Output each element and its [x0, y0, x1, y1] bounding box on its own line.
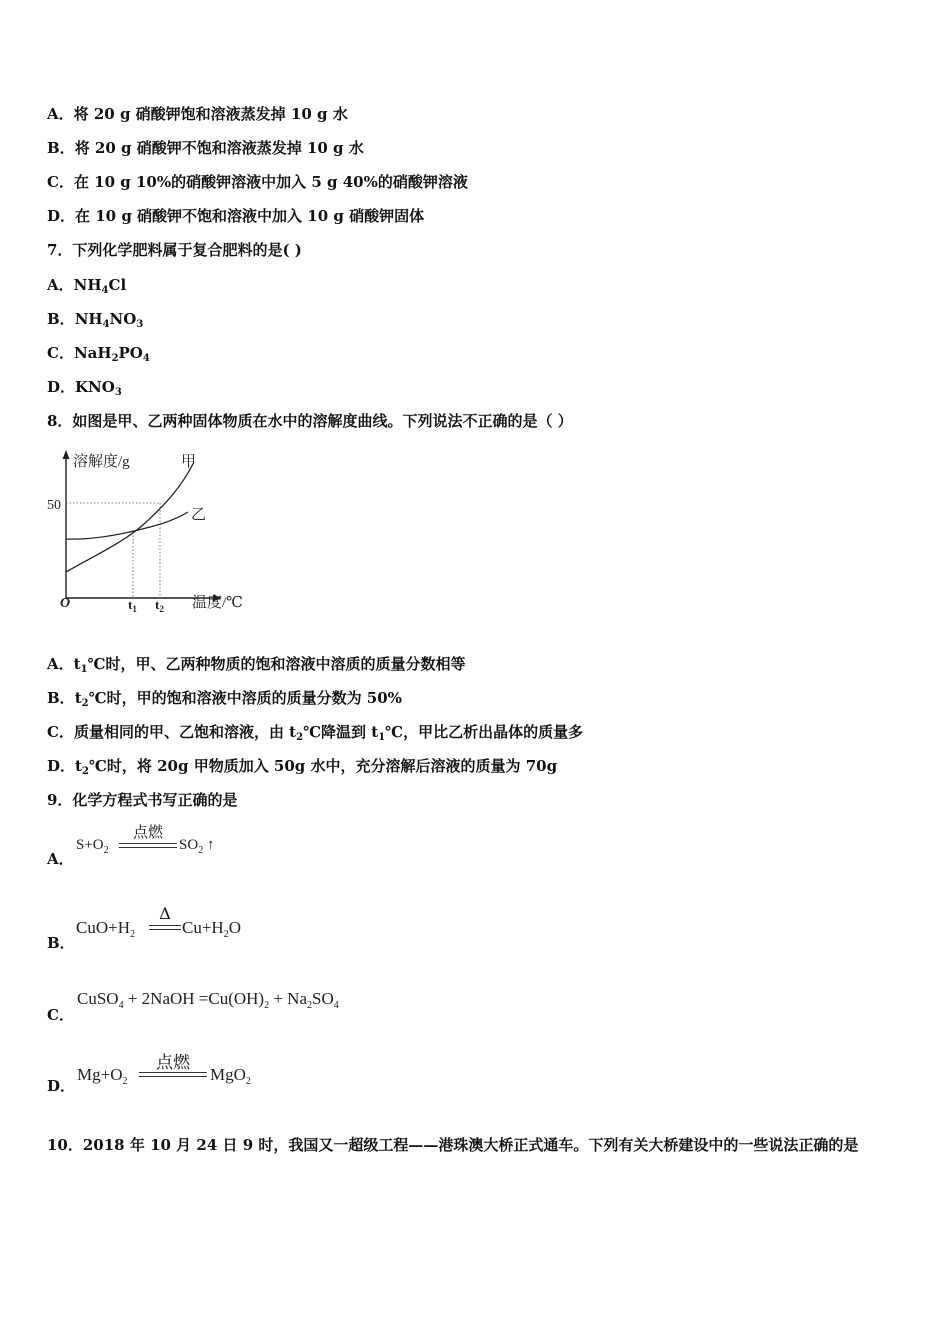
q9-option-b-label: B． [47, 934, 75, 952]
q6-option-a: A．将 20 g 硝酸钾饱和溶液蒸发掉 10 g 水 [47, 105, 348, 123]
q9-equation-c: CuSO$_4$ + 2NaOH $=Cu(OH)_2 + Na_2SO_4$ [77, 989, 339, 1011]
q9-a-condition: 点燃 [132, 823, 163, 841]
q9-d-condition: 点燃 [156, 1053, 190, 1073]
q7-option-a: A．$NH_4Cl$ [47, 276, 127, 296]
q6-option-c: C．在 10 g 10%的硝酸钾溶液中加入 5 g 40%的硝酸钾溶液 [47, 173, 468, 191]
q6-option-d: D．在 10 g 硝酸钾不饱和溶液中加入 10 g 硝酸钾固体 [47, 207, 425, 225]
curve-jia [66, 462, 194, 572]
x-axis-label: 温度/℃ [192, 595, 243, 611]
q9-equation-a-product: $SO_2$ ↑ [179, 837, 215, 856]
q7-option-c: C．$NaH_2PO_4$ [47, 344, 150, 364]
q8-stem: 8．如图是甲、乙两种固体物质在水中的溶解度曲线。下列说法不正确的是（ ） [47, 412, 573, 430]
q8-option-a: A．$t_1℃$时，甲、乙两种物质的饱和溶液中溶质的质量分数相等 [47, 655, 466, 675]
q9-a-equals [119, 843, 177, 848]
t2-label: $t_2$ [155, 597, 164, 614]
q7-option-b: B．$NH_4NO_3$ [47, 310, 144, 330]
t1-label: $t_1$ [128, 597, 137, 614]
q9-equation-d-product: MgO$_2$ [210, 1065, 251, 1087]
origin-label: O [60, 596, 71, 611]
y-axis-arrow [63, 450, 70, 459]
q10-stem: 10．2018 年 10 月 24 日 9 时，我国又一超级工程——港珠澳大桥正式通车。下列有关大桥建设中的一些说法正确的是 [47, 1136, 859, 1154]
q6-option-b: B．将 20 g 硝酸钾不饱和溶液蒸发掉 10 g 水 [47, 139, 364, 157]
q7-stem: 7．下列化学肥料属于复合肥料的是( ) [47, 241, 302, 259]
q9-b-equals [149, 925, 181, 930]
curve-yi-label: 乙 [191, 507, 207, 523]
q9-option-d-label: D． [47, 1077, 76, 1095]
q9-option-c-label: C． [47, 1006, 74, 1024]
q9-stem: 9．化学方程式书写正确的是 [47, 791, 238, 809]
q8-option-d: D．$t_2℃$时，将 20g 甲物质加入 50g 水中，充分溶解后溶液的质量为 70g [47, 757, 558, 777]
q8-option-c: C．质量相同的甲、乙饱和溶液，由 $t_2℃$降温到 $t_1℃$，甲比乙析出晶体的质量多 [47, 723, 584, 743]
q9-b-condition: Δ [159, 904, 171, 923]
solubility-graph [44, 448, 254, 616]
q7-option-d: D．$KNO_3$ [47, 378, 122, 398]
q8-option-b: B．$t_2℃$时，甲的饱和溶液中溶质的质量分数为 50% [47, 689, 402, 709]
q9-equation-b: $CuO+H_2$ [76, 918, 135, 940]
q9-equation-a: $S+O_2$ [76, 837, 109, 856]
y-axis-label: 溶解度/g [73, 454, 130, 470]
curve-yi [66, 512, 188, 539]
q9-equation-b-product: $Cu+H_2O$ [182, 918, 241, 940]
y-tick-50: 50 [47, 498, 61, 513]
q9-d-equals [139, 1072, 207, 1077]
q9-equation-d: $Mg+O_2$ [77, 1065, 128, 1087]
q9-option-a-label: A． [47, 850, 74, 868]
curve-jia-label: 甲 [181, 454, 197, 470]
